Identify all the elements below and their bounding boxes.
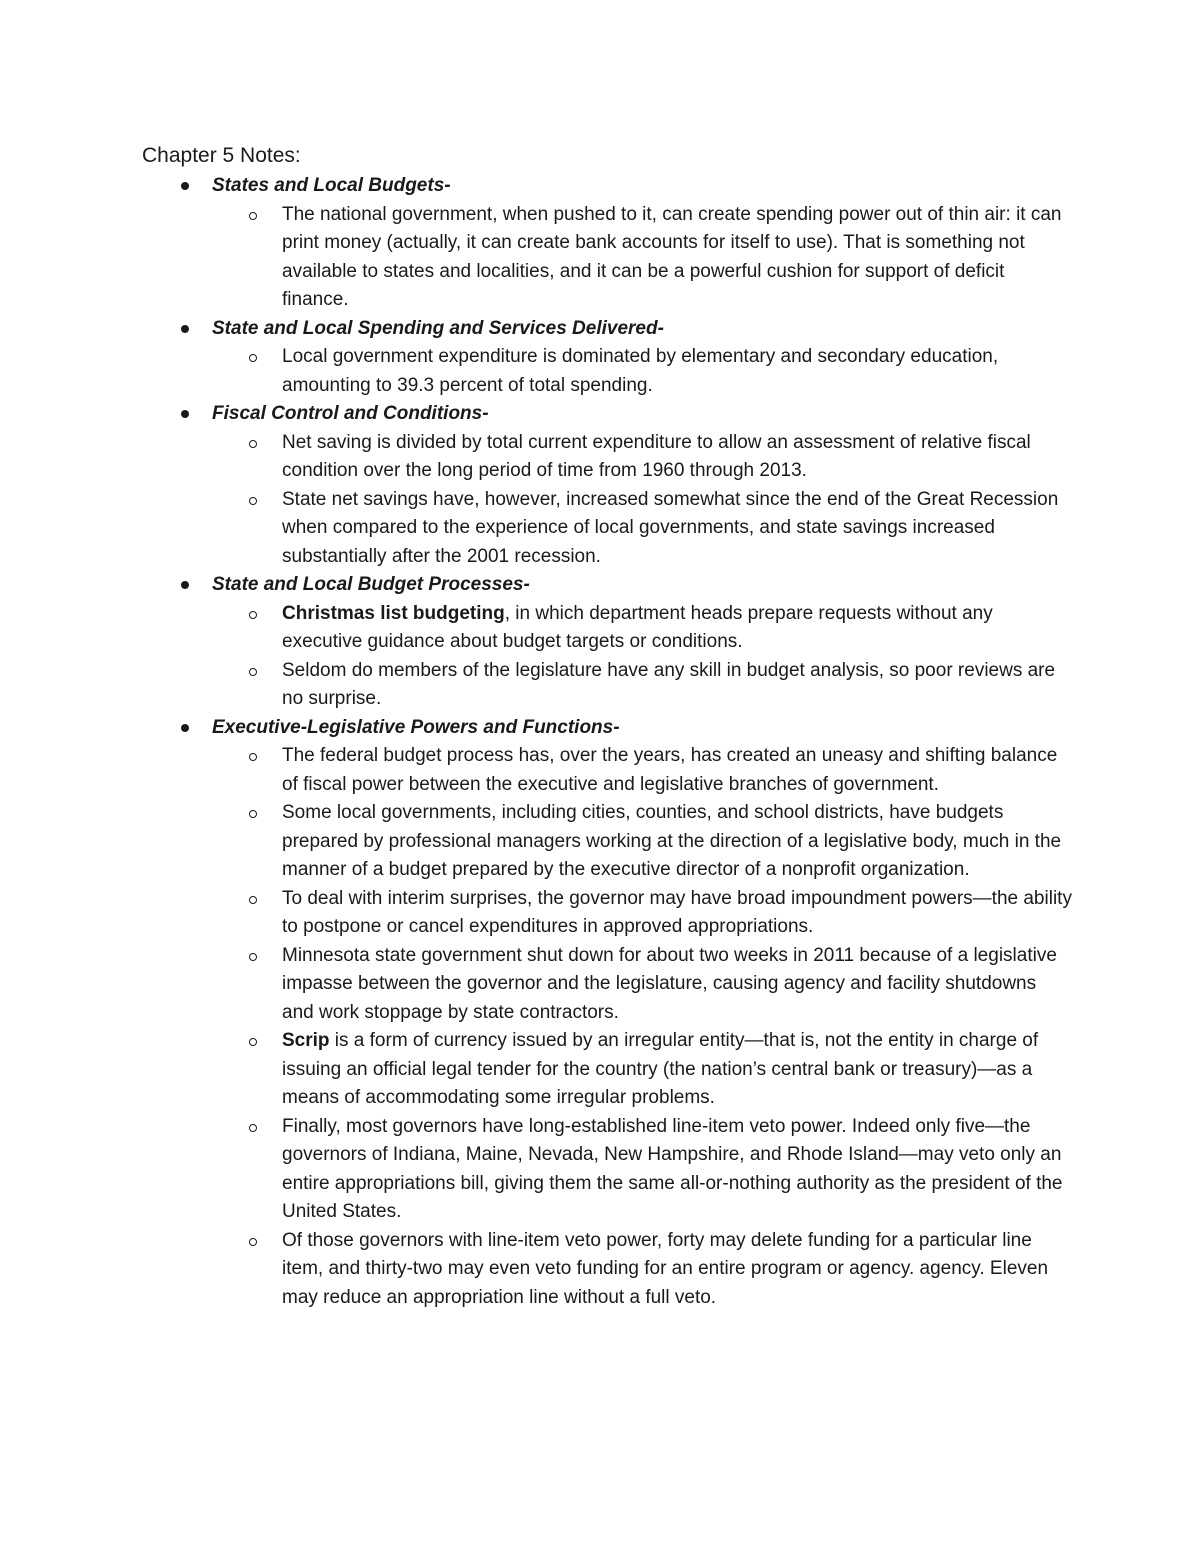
topic-item xyxy=(142,172,1072,315)
note-item xyxy=(212,201,1072,315)
note-text: The national government, when pushed to it, can create spending power out of thin air: it can print money (actually, it can create bank accounts for itself to use). That is something not available to states and localities, and it can be a powerful cushion for support of deficit finance. xyxy=(282,203,1062,310)
topic-heading: States and Local Budgets- xyxy=(212,175,451,196)
bullet-icon xyxy=(181,724,189,732)
hollow-bullet-icon xyxy=(249,1124,257,1132)
hollow-bullet-icon xyxy=(249,440,257,448)
hollow-bullet-icon xyxy=(249,354,257,362)
note-text: Of those governors with line-item veto power, forty may delete funding for a particular line item, and thirty-two may even veto funding for an entire program or agency. agency. Eleven may reduce an appropriation line without a full veto. xyxy=(282,1229,1049,1308)
note-item xyxy=(212,799,1072,885)
topic-item xyxy=(142,571,1072,714)
topic-heading: State and Local Spending and Services Delivered- xyxy=(212,317,664,339)
note-item xyxy=(212,742,1072,799)
note-text: Minnesota state government shut down for about two weeks in 2011 because of a legislative impasse between the governor and the legislature, causing agency and facility shutdowns and work stoppage by state contractors. xyxy=(282,944,1057,1023)
hollow-bullet-icon xyxy=(249,1238,257,1246)
topic-item xyxy=(142,400,1072,571)
bullet-icon xyxy=(181,410,189,418)
hollow-bullet-icon xyxy=(249,953,257,961)
hollow-bullet-icon xyxy=(249,611,257,619)
document-page xyxy=(142,140,1072,1312)
hollow-bullet-icon xyxy=(249,896,257,904)
hollow-bullet-icon xyxy=(249,1038,257,1046)
hollow-bullet-icon xyxy=(249,753,257,761)
bullet-icon xyxy=(181,182,189,190)
topic-heading: Fiscal Control and Conditions- xyxy=(212,403,489,424)
note-text: Some local governments, including cities, counties, and school districts, have budgets prepared by professional managers working at the direction of a legislative body, much in the manner of a budget prepared by the executive director of a nonprofit organization. xyxy=(282,802,1062,880)
note-list xyxy=(212,343,1072,400)
note-text: Local government expenditure is dominated by elementary and secondary education, amounting to 39.3 percent of total spending. xyxy=(282,346,999,396)
note-item xyxy=(212,429,1072,486)
hollow-bullet-icon xyxy=(249,668,257,676)
note-text: The federal budget process has, over the years, has created an uneasy and shifting balance of fiscal power between the executive and legislative branches of government. xyxy=(282,745,1058,795)
note-item xyxy=(212,600,1072,657)
note-item xyxy=(212,657,1072,714)
note-item xyxy=(212,1113,1072,1227)
note-item xyxy=(212,486,1072,572)
note-term: Scrip xyxy=(282,1030,330,1051)
topic-heading: State and Local Budget Processes- xyxy=(212,574,530,595)
note-list xyxy=(212,429,1072,572)
note-text: Net saving is divided by total current expenditure to allow an assessment of relative fiscal condition over the long period of time from 1960 through 2013. xyxy=(282,431,1031,481)
note-item xyxy=(212,1027,1072,1113)
note-list xyxy=(212,600,1072,714)
page-title: Chapter 5 Notes: xyxy=(142,144,301,167)
hollow-bullet-icon xyxy=(249,497,257,505)
hollow-bullet-icon xyxy=(249,212,257,220)
bullet-icon xyxy=(181,581,189,589)
bullet-icon xyxy=(181,325,189,333)
note-item xyxy=(212,942,1072,1028)
note-text: Seldom do members of the legislature have any skill in budget analysis, so poor reviews are no surprise. xyxy=(282,659,1056,709)
note-text: State net savings have, however, increased somewhat since the end of the Great Recession when compared to the experience of local governments, and state savings increased substantially after the 2001 recession. xyxy=(282,488,1059,567)
note-item xyxy=(212,885,1072,942)
topic-heading: Executive-Legislative Powers and Functions- xyxy=(212,716,620,738)
note-text: , in which department heads prepare requests without any executive guidance about budget targets or conditions. xyxy=(282,602,993,652)
note-item xyxy=(212,1227,1072,1313)
note-list xyxy=(212,742,1072,1312)
note-text: Finally, most governors have long-established line-item veto power. Indeed only five—the governors of Indiana, Maine, Nevada, New Hampshire, and Rhode Island—may veto only an entire appropriations bill, giving them the same all-or-nothing authority as the president of the United States. xyxy=(282,1115,1063,1222)
hollow-bullet-icon xyxy=(249,810,257,818)
topic-list xyxy=(142,172,1072,1312)
note-item xyxy=(212,343,1072,400)
note-text: To deal with interim surprises, the governor may have broad impoundment powers—the ability to postpone or cancel expenditures in approved appropriations. xyxy=(282,887,1072,937)
note-list xyxy=(212,201,1072,315)
note-text: is a form of currency issued by an irregular entity—that is, not the entity in charge of issuing an official legal tender for the country (the nation’s central bank or treasury)—as a means of accommodating some irregular problems. xyxy=(282,1030,1039,1108)
note-term: Christmas list budgeting xyxy=(282,602,505,624)
topic-item xyxy=(142,315,1072,401)
topic-item xyxy=(142,714,1072,1313)
